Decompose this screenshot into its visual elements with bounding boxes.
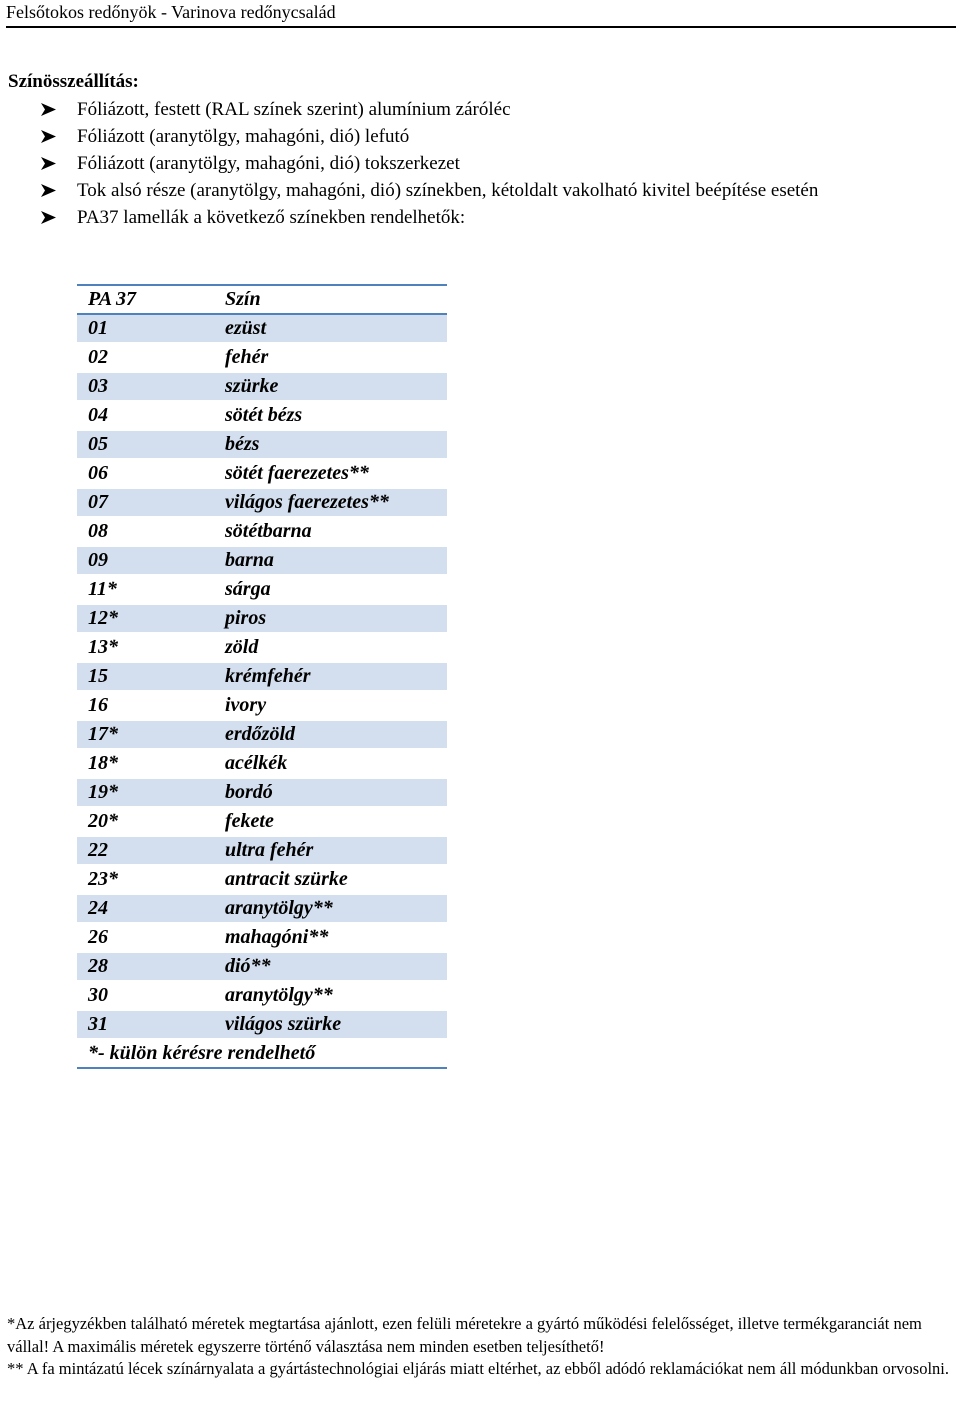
table-row <box>77 575 447 604</box>
color-code-cell: 16 <box>77 691 214 720</box>
color-name-cell: piros <box>214 604 447 633</box>
footnotes <box>7 1313 953 1381</box>
bullet-text: PA37 lamellák a következő színekben rendelhetők: <box>77 207 466 228</box>
arrow-bullet-icon <box>40 177 64 204</box>
table-row <box>77 604 447 633</box>
color-code-cell: 09 <box>77 546 214 575</box>
color-name-cell: sárga <box>214 575 447 604</box>
bullet-text: Fóliázott, festett (RAL színek szerint) alumínium záróléc <box>77 99 511 120</box>
table-row <box>77 923 447 952</box>
table-row <box>77 952 447 981</box>
color-code-cell: 17* <box>77 720 214 749</box>
table-row <box>77 749 447 778</box>
bullet-text: Tok alsó része (aranytölgy, mahagóni, dió) színekben, kétoldalt vakolható kivitel beépítése esetén <box>77 180 819 201</box>
color-code-cell: 05 <box>77 430 214 459</box>
table-row <box>77 314 447 343</box>
color-name-cell: sötét faerezetes** <box>214 459 447 488</box>
table-row <box>77 1010 447 1039</box>
table-row <box>77 807 447 836</box>
color-name-cell: szürke <box>214 372 447 401</box>
bullet-list <box>0 96 960 231</box>
color-name-cell: fehér <box>214 343 447 372</box>
table-row <box>77 401 447 430</box>
color-name-cell: aranytölgy** <box>214 981 447 1010</box>
footnote-wood: ** A fa mintázatú lécek színárnyalata a gyártástechnológiai eljárás miatt eltérhet, az ebből adódó reklamációkat nem áll módunkban orvosolni. <box>7 1359 949 1378</box>
color-name-cell: bordó <box>214 778 447 807</box>
bullet-item <box>0 123 960 150</box>
section-title: Színösszeállítás: <box>8 71 139 92</box>
table-row <box>77 430 447 459</box>
arrow-bullet-icon <box>40 204 64 231</box>
color-code-cell: 12* <box>77 604 214 633</box>
color-name-cell: ezüst <box>214 314 447 343</box>
color-code-cell: 31 <box>77 1010 214 1039</box>
color-name-cell: világos szürke <box>214 1010 447 1039</box>
color-code-cell: 07 <box>77 488 214 517</box>
footnote-size: *Az árjegyzékben található méretek megtartása ajánlott, ezen felüli méretekre a gyártó működési felelősséget, illetve termékgaranciát nem vállal! A maximális méretek egyszerre történő választása nem minden esetben teljesíthető! <box>7 1314 922 1356</box>
color-code-cell: 22 <box>77 836 214 865</box>
color-code-cell: 08 <box>77 517 214 546</box>
bullet-item <box>0 96 960 123</box>
color-name-cell: ivory <box>214 691 447 720</box>
table-row <box>77 662 447 691</box>
bullet-text: Fóliázott (aranytölgy, mahagóni, dió) tokszerkezet <box>77 153 460 174</box>
color-code-cell: 30 <box>77 981 214 1010</box>
color-code-cell: 18* <box>77 749 214 778</box>
table-row <box>77 372 447 401</box>
arrow-bullet-icon <box>40 123 64 150</box>
color-name-cell: aranytölgy** <box>214 894 447 923</box>
table-row <box>77 459 447 488</box>
table-row <box>77 894 447 923</box>
column-header-color: Szín <box>214 285 447 314</box>
color-code-cell: 04 <box>77 401 214 430</box>
column-header-code: PA 37 <box>77 285 214 314</box>
bullet-item <box>0 150 960 177</box>
table-row <box>77 720 447 749</box>
color-code-cell: 02 <box>77 343 214 372</box>
color-name-cell: antracit szürke <box>214 865 447 894</box>
document-title: Felsőtokos redőnyök - Varinova redőnycsalád <box>6 2 336 22</box>
bullet-text: Fóliázott (aranytölgy, mahagóni, dió) lefutó <box>77 126 410 147</box>
table-row <box>77 343 447 372</box>
color-name-cell: barna <box>214 546 447 575</box>
color-code-cell: 06 <box>77 459 214 488</box>
table-body <box>77 314 447 1039</box>
color-name-cell: világos faerezetes** <box>214 488 447 517</box>
color-code-cell: 11* <box>77 575 214 604</box>
table-row <box>77 488 447 517</box>
color-code-cell: 28 <box>77 952 214 981</box>
table-row <box>77 836 447 865</box>
color-code-cell: 23* <box>77 865 214 894</box>
table-row <box>77 691 447 720</box>
color-code-cell: 26 <box>77 923 214 952</box>
arrow-bullet-icon <box>40 96 64 123</box>
color-table <box>77 284 447 1069</box>
color-name-cell: sötétbarna <box>214 517 447 546</box>
table-footnote: *- külön kérésre rendelhető <box>77 1039 447 1068</box>
color-code-cell: 24 <box>77 894 214 923</box>
table-row <box>77 981 447 1010</box>
color-code-cell: 15 <box>77 662 214 691</box>
page-header <box>6 0 956 28</box>
color-name-cell: sötét bézs <box>214 401 447 430</box>
arrow-bullet-icon <box>40 150 64 177</box>
color-code-cell: 20* <box>77 807 214 836</box>
table-row <box>77 633 447 662</box>
bullet-item <box>0 204 960 231</box>
table-row <box>77 517 447 546</box>
color-code-cell: 03 <box>77 372 214 401</box>
color-name-cell: ultra fehér <box>214 836 447 865</box>
color-code-cell: 19* <box>77 778 214 807</box>
color-name-cell: fekete <box>214 807 447 836</box>
color-code-cell: 13* <box>77 633 214 662</box>
color-name-cell: krémfehér <box>214 662 447 691</box>
color-name-cell: zöld <box>214 633 447 662</box>
color-name-cell: mahagóni** <box>214 923 447 952</box>
color-code-cell: 01 <box>77 314 214 343</box>
table-header-row <box>77 285 447 314</box>
color-name-cell: bézs <box>214 430 447 459</box>
table-row <box>77 546 447 575</box>
color-name-cell: acélkék <box>214 749 447 778</box>
color-name-cell: erdőzöld <box>214 720 447 749</box>
table-row <box>77 865 447 894</box>
color-name-cell: dió** <box>214 952 447 981</box>
table-row <box>77 778 447 807</box>
bullet-item <box>0 177 960 204</box>
table-footer-row <box>77 1039 447 1068</box>
